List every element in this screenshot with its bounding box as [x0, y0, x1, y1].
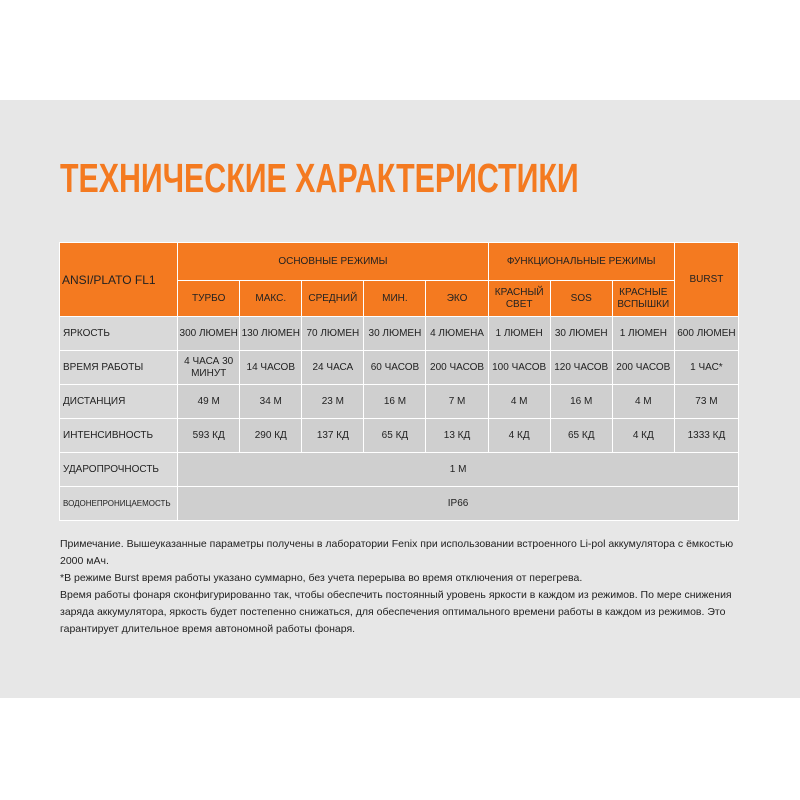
table-cell: 65 КД [364, 419, 426, 453]
table-cell: 23 М [302, 385, 364, 419]
page-title: ТЕХНИЧЕСКИЕ ХАРАКТЕРИСТИКИ [60, 155, 579, 201]
table-cell: 14 ЧАСОВ [240, 351, 302, 385]
note-paragraph: *В режиме Burst время работы указано суммарно, без учета перерыва во время отключения от перегрева. [60, 572, 583, 584]
table-cell: 4 ЧАСА 30 МИНУТ [178, 351, 240, 385]
table-cell: 4 КД [612, 419, 674, 453]
mode-header: МИН. [364, 281, 426, 317]
table-cell: 24 ЧАСА [302, 351, 364, 385]
table-cell: 70 ЛЮМЕН [302, 317, 364, 351]
table-cell: 16 М [364, 385, 426, 419]
table-cell: 130 ЛЮМЕН [240, 317, 302, 351]
mode-header: МАКС. [240, 281, 302, 317]
table-cell: 1 ЛЮМЕН [612, 317, 674, 351]
impact-value: 1 М [178, 453, 739, 487]
table-cell: 16 М [550, 385, 612, 419]
mode-header: СРЕДНИЙ [302, 281, 364, 317]
row-label: УДАРОПРОЧНОСТЬ [60, 453, 178, 487]
mode-header: ТУРБО [178, 281, 240, 317]
mode-header: КРАСНЫЕ ВСПЫШКИ [612, 281, 674, 317]
table-cell: 600 ЛЮМЕН [674, 317, 738, 351]
table-cell: 300 ЛЮМЕН [178, 317, 240, 351]
table-cell: 13 КД [426, 419, 488, 453]
table-row [60, 385, 739, 419]
note-paragraph: Примечание. Вышеуказанные параметры получены в лаборатории Fenix при использовании встроенного Li-pol аккумулятора с ёмкостью 2000 мАч. [60, 538, 734, 567]
table-corner-label: ANSI/PLATO FL1 [60, 243, 178, 317]
table-cell: 290 КД [240, 419, 302, 453]
table-cell: 4 КД [488, 419, 550, 453]
group-functional-modes: ФУНКЦИОНАЛЬНЫЕ РЕЖИМЫ [488, 243, 674, 281]
table-row [60, 351, 739, 385]
table-cell: 200 ЧАСОВ [426, 351, 488, 385]
note-paragraph: Время работы фонаря сконфигурированно так, чтобы обеспечить постоянный уровень яркости в каждом из режимов. По мере снижения заряда аккумулятора, яркость будет постепенно снижаться, для обеспечения оптимального времени работы в каждом из режимов. Это гарантирует длительное время автономной работы фонаря. [60, 589, 732, 635]
table-cell: 1 ЛЮМЕН [488, 317, 550, 351]
mode-header: ЭКО [426, 281, 488, 317]
table-cell: 4 М [488, 385, 550, 419]
table-cell: 60 ЧАСОВ [364, 351, 426, 385]
row-label: ИНТЕНСИВНОСТЬ [60, 419, 178, 453]
table-cell: 4 М [612, 385, 674, 419]
row-label: ДИСТАНЦИЯ [60, 385, 178, 419]
table-cell: 120 ЧАСОВ [550, 351, 612, 385]
table-cell: 1 ЧАС* [674, 351, 738, 385]
table-cell: 34 М [240, 385, 302, 419]
row-label: ВРЕМЯ РАБОТЫ [60, 351, 178, 385]
mode-header: КРАСНЫЙ СВЕТ [488, 281, 550, 317]
waterproof-value: IP66 [178, 487, 739, 521]
row-label: ВОДОНЕПРОНИЦАЕМОСТЬ [60, 487, 178, 521]
table-cell: 1333 КД [674, 419, 738, 453]
row-label: ЯРКОСТЬ [60, 317, 178, 351]
table-cell: 73 М [674, 385, 738, 419]
table-cell: 593 КД [178, 419, 240, 453]
notes-block [60, 536, 750, 638]
group-basic-modes: ОСНОВНЫЕ РЕЖИМЫ [178, 243, 488, 281]
table-cell: 65 КД [550, 419, 612, 453]
table-row [60, 317, 739, 351]
table-row [60, 419, 739, 453]
mode-header: SOS [550, 281, 612, 317]
table-cell: 200 ЧАСОВ [612, 351, 674, 385]
table-cell: 30 ЛЮМЕН [550, 317, 612, 351]
table-cell: 49 М [178, 385, 240, 419]
spec-table [59, 242, 739, 521]
table-cell: 100 ЧАСОВ [488, 351, 550, 385]
table-row [60, 487, 739, 521]
table-cell: 7 М [426, 385, 488, 419]
table-cell: 30 ЛЮМЕН [364, 317, 426, 351]
table-cell: 137 КД [302, 419, 364, 453]
group-burst: BURST [674, 243, 738, 317]
table-row [60, 453, 739, 487]
table-cell: 4 ЛЮМЕНА [426, 317, 488, 351]
